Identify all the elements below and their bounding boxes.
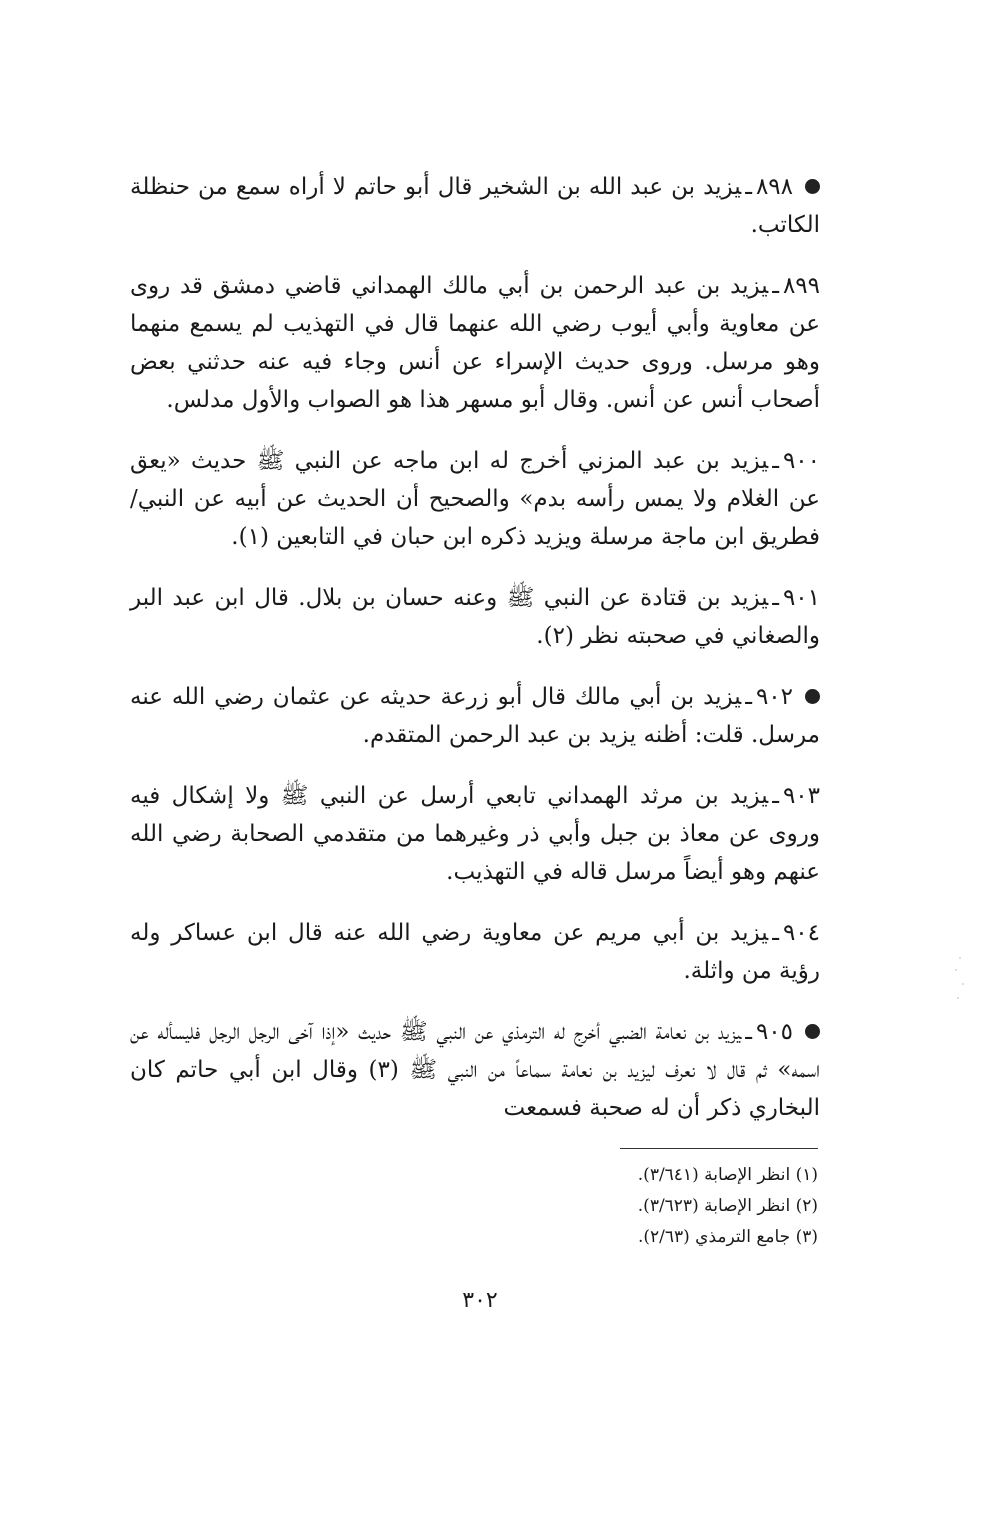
entry-901 xyxy=(130,579,820,655)
entry-number: ٩٠٣ xyxy=(782,783,820,809)
entry-904 xyxy=(130,914,820,990)
entry-number: ٩٠٤ xyxy=(782,920,820,946)
footnote-divider xyxy=(620,1148,818,1149)
entry-separator: ـ xyxy=(745,1019,752,1045)
entry-number: ٩٠١ xyxy=(782,585,820,611)
bullet-marker-icon xyxy=(805,1024,820,1039)
entry-separator: ـ xyxy=(745,684,752,710)
entry-text: يزيد بن عبد الله بن الشخير قال أبو حاتم لا أراه سمع من حنظلة الكاتب. xyxy=(130,174,820,238)
entry-text: يزيد بن نعامة الضبي أخرج له الترمذي عن النبي ﷺ حديث «إذا آخى الرجل الرجل فليسأله عن اسمه» ثم قال لا نعرف ليزيد بن نعامة سماعاً من النبي ﷺ (٣) وقال ابن أبي حاتم كان البخاري ذكر أن له صحبة فسمعت xyxy=(130,1019,820,1121)
entry-903 xyxy=(130,777,820,891)
entry-separator: ـ xyxy=(772,783,779,809)
footnote-1: (١) انظر الإصابة (٣/٦٤١). xyxy=(637,1165,818,1185)
page-number: ٣٠٢ xyxy=(462,1288,498,1313)
entry-text: يزيد بن أبي مريم عن معاوية رضي الله عنه قال ابن عساكر وله رؤية من واثلة. xyxy=(130,920,820,984)
entry-number: ٨٩٨ xyxy=(755,174,793,200)
entry-separator: ـ xyxy=(772,585,779,611)
bullet-marker-icon xyxy=(805,179,820,194)
entry-902 xyxy=(130,678,820,754)
page-body xyxy=(130,168,820,1150)
bullet-marker-icon xyxy=(805,689,820,704)
entry-905 xyxy=(130,1013,820,1127)
scan-artifact-icon xyxy=(948,950,972,1010)
entry-number: ٩٠٢ xyxy=(755,684,793,710)
entry-898 xyxy=(130,168,820,244)
entry-separator: ـ xyxy=(745,174,752,200)
entry-number: ٩٠٠ xyxy=(782,448,820,474)
entry-text: يزيد بن قتادة عن النبي ﷺ وعنه حسان بن بلال. قال ابن عبد البر والصغاني في صحبته نظر (٢). xyxy=(130,585,820,649)
entry-899 xyxy=(130,267,820,419)
footnote-2: (٢) انظر الإصابة (٣/٦٢٣). xyxy=(637,1196,818,1216)
entry-text: يزيد بن أبي مالك قال أبو زرعة حديثه عن عثمان رضي الله عنه مرسل. قلت: أظنه يزيد بن عبد الرحمن المتقدم. xyxy=(130,684,820,748)
entry-text: يزيد بن مرثد الهمداني تابعي أرسل عن النبي ﷺ ولا إشكال فيه وروى عن معاذ بن جبل وأبي ذر وغيرهما من متقدمي الصحابة رضي الله عنهم وهو أيضاً مرسل قاله في التهذيب. xyxy=(130,783,820,885)
entry-text: يزيد بن عبد المزني أخرج له ابن ماجه عن النبي ﷺ حديث «يعق عن الغلام ولا يمس رأسه بدم» والصحيح أن الحديث عن أبيه عن النبي/ فطريق ابن ماجة مرسلة ويزيد ذكره ابن حبان في التابعين (١). xyxy=(130,448,820,550)
entry-separator: ـ xyxy=(772,448,779,474)
entry-separator: ـ xyxy=(772,920,779,946)
entry-900 xyxy=(130,442,820,556)
entry-separator: ـ xyxy=(772,273,779,299)
entry-number: ٨٩٩ xyxy=(782,273,820,299)
entry-number: ٩٠٥ xyxy=(755,1019,793,1045)
footnote-3: (٣) جامع الترمذي (٢/٦٣). xyxy=(637,1227,818,1247)
footnotes xyxy=(500,1160,818,1253)
entry-text: يزيد بن عبد الرحمن بن أبي مالك الهمداني قاضي دمشق قد روى عن معاوية وأبي أيوب رضي الله عنهما قال في التهذيب لم يسمع منهما وهو مرسل. وروى حديث الإسراء عن أنس وجاء فيه عنه حدثني بعض أصحاب أنس عن أنس. وقال أبو مسهر هذا هو الصواب والأول مدلس. xyxy=(130,273,820,413)
